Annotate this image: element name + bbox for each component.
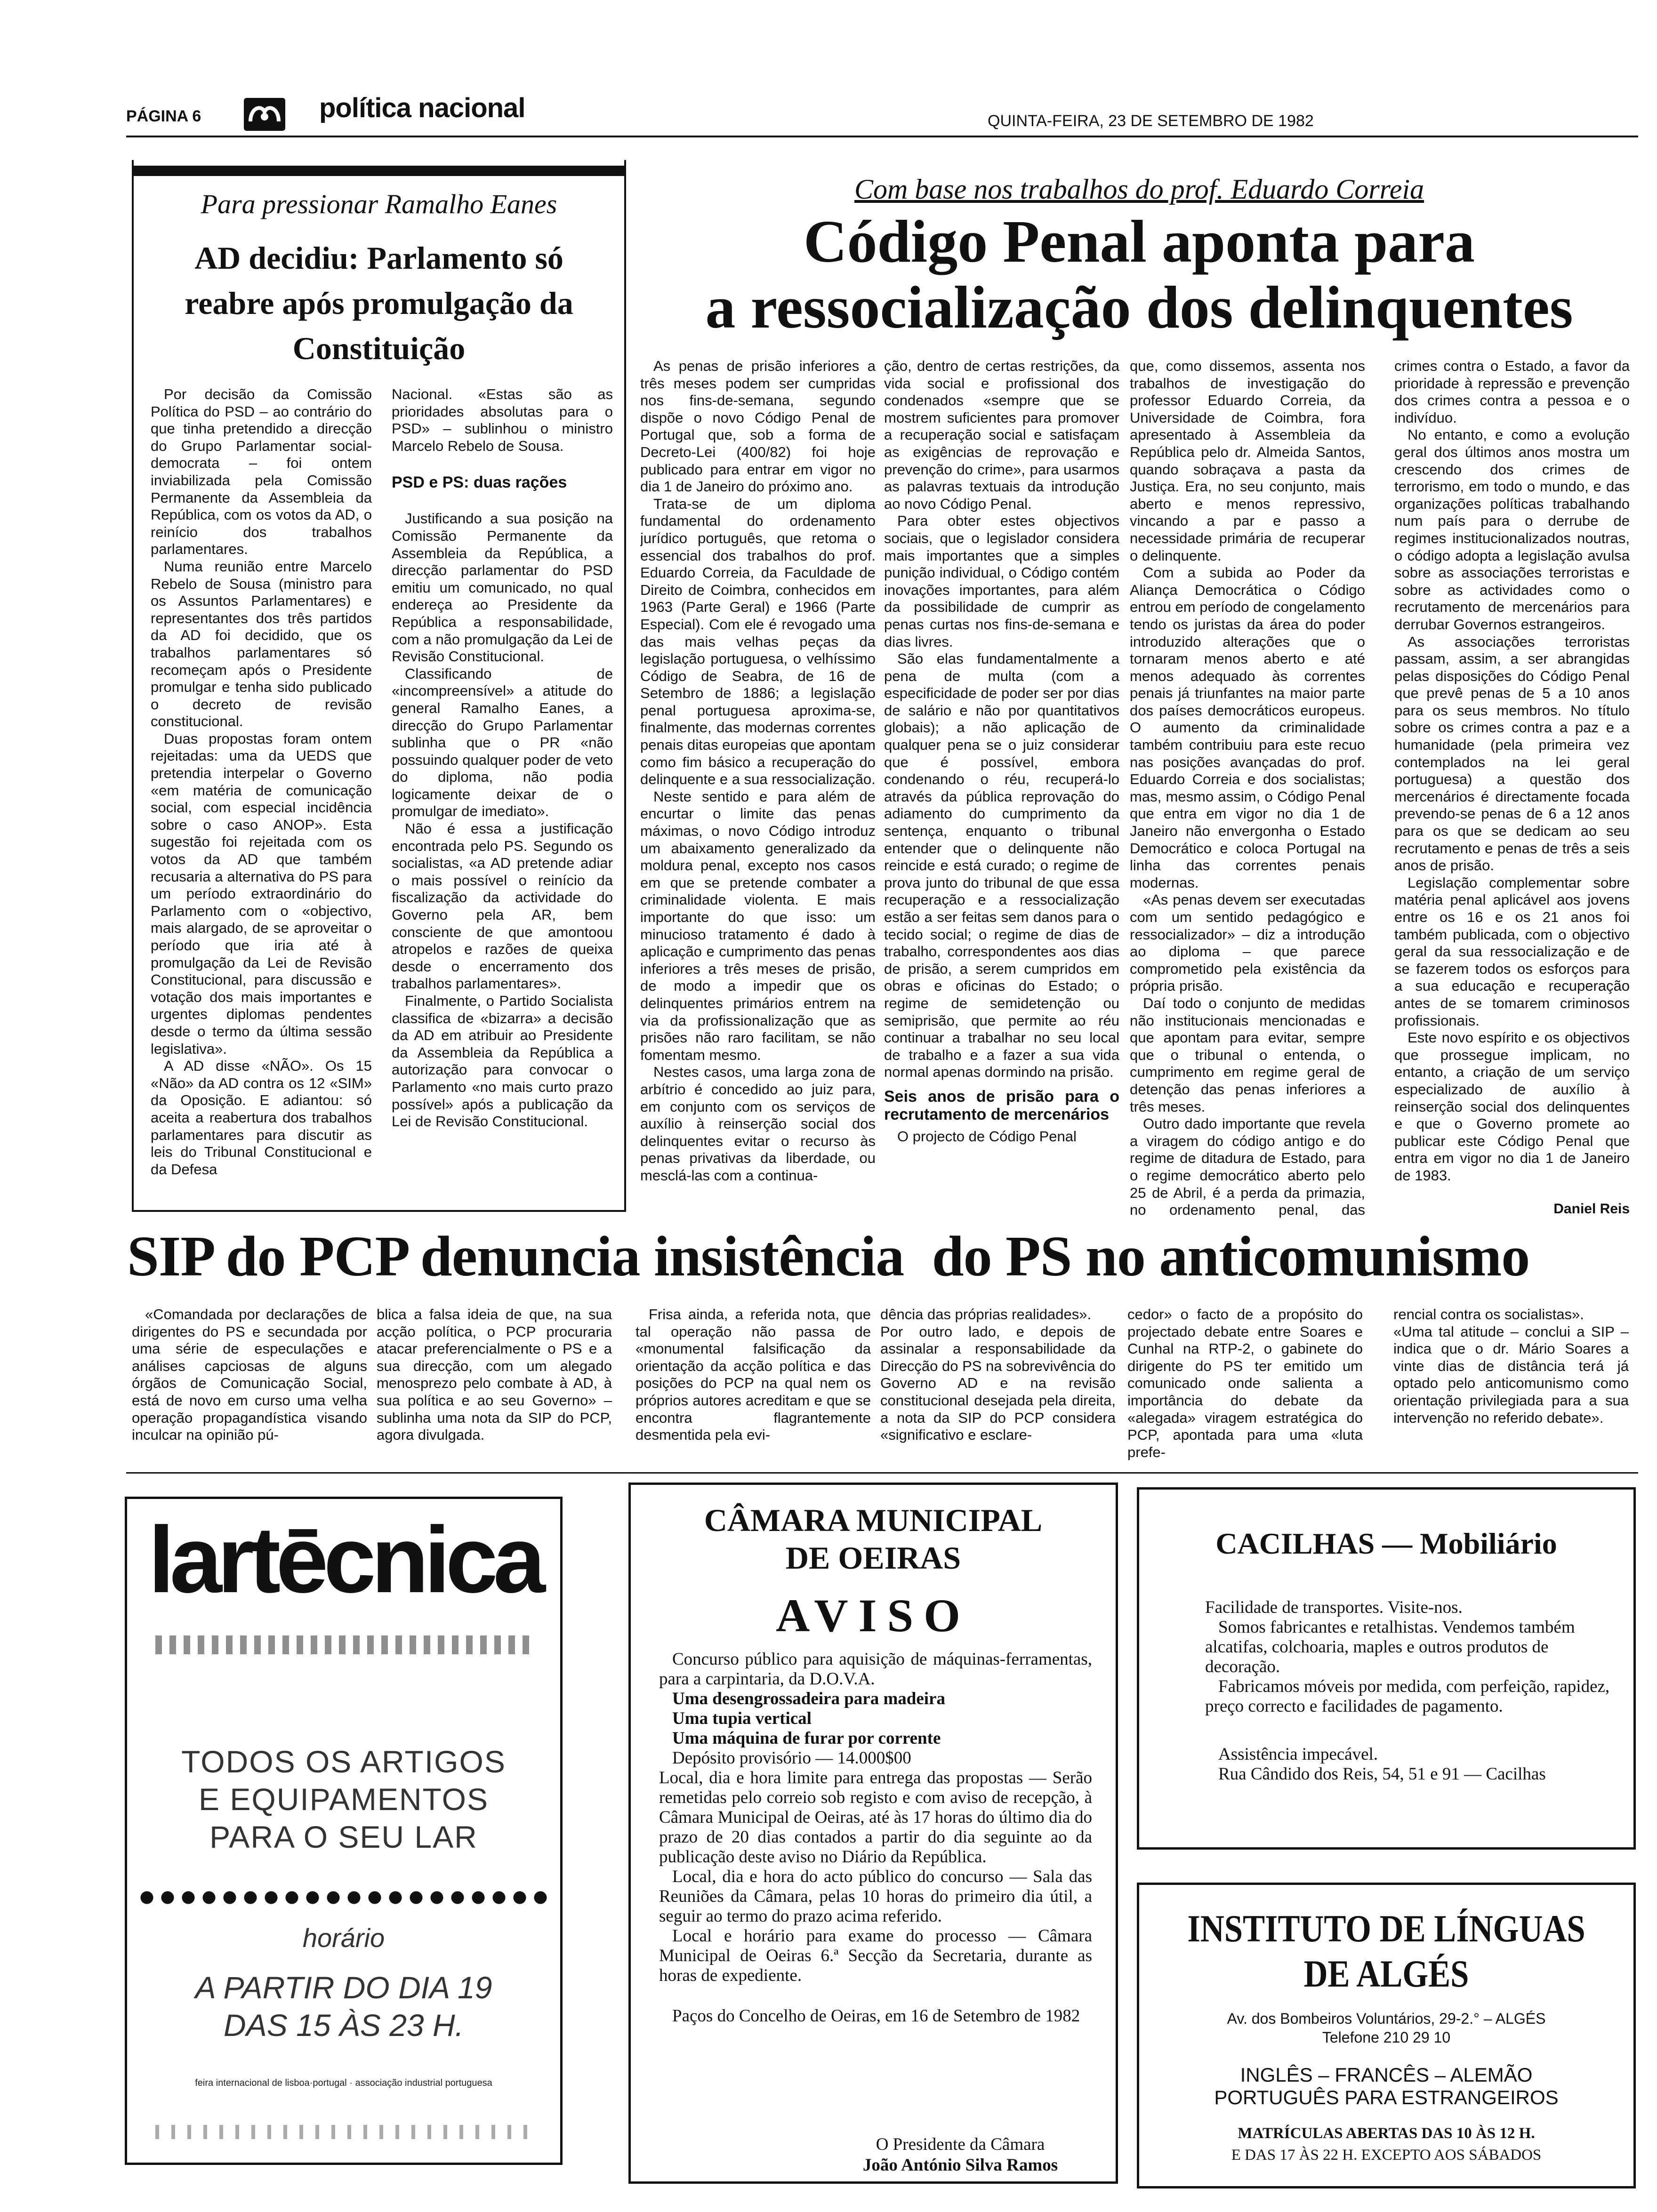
sip-article-title <box>127 1224 1643 1290</box>
main-article-paragraph: No entanto, e como a evolução geral dos últimos anos mostra um crescendo dos crimes de terrorismo, em todo o mundo, e das organizações políticas trabalhando num país para o derrube de regimes institucionalizados noutras, o código adopta a legislação avulsa sobre as associações terroristas e sobre as actividades como o recrutamento de mercenários para derrubar Governos estrangeiros. <box>1394 426 1630 633</box>
main-article-paragraph: Outro dado importante que revela a viragem do código antigo e do regime de ditadura de Estado, para o regime democrático aberto pelo 25 de Abril, é a perda da primazia, no ordenamento penal, das <box>1130 1115 1365 1218</box>
oeiras-signer-name: João António Silva Ramos <box>862 2156 1058 2175</box>
main-article-paragraph: Nestes casos, uma larga zona de arbítrio é concedido ao juiz para, em conjunto com os serviços de auxílio à reinserção social dos delinquentes evitar o recurso às penas privativas da liberdade, ou mesclá-las com a continua- <box>640 1064 876 1184</box>
left-article-col1 <box>151 386 372 1205</box>
main-article-kicker: Com base nos trabalhos do prof. Eduardo Correia <box>854 174 1424 205</box>
oeiras-body <box>659 1650 1092 2026</box>
main-article-paragraph: São elas fundamentalmente a pena de multa (com a especificidade de poder ser por dias de salário e não por quantitativos globais); a não aplicação de qualquer pena se o juiz considerar que é possível, embora condenando o réu, recuperá-lo através da pública reprovação do adiamento do cumprimento da sentença, enquanto o tribunal entender que o delinquente não reincide e está curado; o regime de prova junto do tribunal de que essa recuperação e a ressocialização estão a ser feitas sem danos para o tecido social; o regime de dias de trabalho, correspondentes aos dias de prisão, a serem cumpridos em obras e oficinas do Estado; o regime de semidetenção ou semiprisão, que permite ao réu continuar a trabalhar no seu local de trabalho e a fazer a sua vida normal apenas dormindo na prisão. <box>884 650 1119 1081</box>
main-article-paragraph: As associações terroristas passam, assim, a ser abrangidas pelas disposições do Código Penal que prevê penas de 5 a 10 anos para os seus membros. No título sobre os crimes contra a paz e a humanidade (pela primeira vez contemplados na lei geral portuguesa) a questão dos mercenários é directamente focada prevendo-se penas de 6 a 12 anos para os que se dedicam ao seu recrutamento e penas de três a seis anos de prisão. <box>1394 633 1630 874</box>
sip-col: blica a falsa ideia de que, na sua acção política, o PCP procuraria atacar preferencialmente o PS e a sua direcção, com um alegado menosprezo pelo combate à AD, à sua política e ao seu Governo» – sublinha uma nota da SIP do PCP, agora divulgada. <box>377 1306 612 1443</box>
lartecnica-bottom-band <box>155 2125 532 2139</box>
instituto-title-line1: INSTITUTO DE LÍNGUAS <box>1187 1907 1585 1950</box>
left-article-top-rule <box>132 166 626 176</box>
oeiras-intro: Concurso público para aquisição de máquinas-ferramentas, para a carpintaria, da D.O.V.A. <box>659 1650 1092 1689</box>
left-article-paragraph: Numa reunião entre Marcelo Rebelo de Sousa (ministro para os Assuntos Parlamentares) e representantes dos três partidos da AD foi decidido, que os trabalhos parlamentares só recomeçam após o Presidente promulgar e tenha sido publicado o decreto de revisão constitucional. <box>151 558 372 730</box>
lartecnica-footer: feira internacional de lisboa·portugal · associação industrial portuguesa <box>195 2078 492 2088</box>
main-article-paragraph: ção, dentro de certas restrições, da vida social e profissional dos condenados «sempre que se mostrem suficientes para promover a recuperação social e satisfaçam as exigências de reprovação e prevenção do crime», para usarmos as palavras textuais da introdução ao novo Código Penal. <box>884 358 1119 512</box>
oeiras-signer-role: O Presidente da Câmara <box>876 2135 1045 2154</box>
sip-col: Frisa ainda, a referida nota, que tal operação não passa de «monumental falsificação da orientação da acção política e das posições do PCP na qual nem os próprios autores acreditam e que se encontra flagrantemente desmentida pela evi- <box>635 1306 871 1443</box>
lartecnica-horario-label: horário <box>302 1923 385 1953</box>
sip-col: dência das próprias realidades». Por outro lado, e depois de assinalar a responsabilidade da Direcção do PS na sobrevivência do Governo AD e na revisão constitucional desejada pela direita, a nota da SIP do PCP considera «significativo e esclare- <box>880 1306 1116 1443</box>
instituto-enroll1: MATRÍCULAS ABERTAS DAS 10 ÀS 12 H. <box>1238 2125 1535 2142</box>
main-article-paragraph: Para obter estes objectivos sociais, que o legislador considera mais importantes que a simples punição individual, o Código contém inovações importantes, para além da possibilidade de cumprir as penas curtas nos fins-de-semana e dias livres. <box>884 513 1119 650</box>
lartecnica-dotted-band <box>155 1635 532 1654</box>
sip-col: «Comandada por declarações de dirigentes do PS e secundada por uma série de especulações e análises capciosas de alguns órgãos de Comunicação Social, está de novo em curso uma velha operação propagandística visando inculcar na opinião pú- <box>132 1306 367 1443</box>
left-article-subhead: PSD e PS: duas rações <box>392 473 567 492</box>
sip-col: rencial contra os socialistas». «Uma tal atitude – conclui a SIP – indica que o dr. Mário Soares a vinte dias de distância terá já optado pelo anticomunismo como orientação privilegiada para a sua intervenção no referido debate». <box>1393 1306 1629 1426</box>
left-article-paragraph: Nacional. «Estas são as prioridades absolutas para o PSD» – sublinhou o ministro Marcelo Rebelo de Sousa. <box>392 386 613 454</box>
section-logo-icon <box>244 98 285 131</box>
left-article-paragraph: Classificando de «incompreensível» a atitude do general Ramalho Eanes, a direcção do Grupo Parlamentar sublinha que o PR «não possuindo qualquer poder de veto do diploma, não podia logicamente deixar de o promulgar de imediato». <box>392 665 613 820</box>
ad-lartecnica <box>125 1497 563 2165</box>
main-article-col3 <box>1130 358 1365 1219</box>
instituto-langs2: PORTUGUÊS PARA ESTRANGEIROS <box>1214 2086 1559 2108</box>
oeiras-paragraph: Local, dia e hora limite para entrega das propostas — Serão remetidas pelo correio sob registo e com aviso de recepção, à Câmara Municipal de Oeiras, até às 17 horas do último dia do prazo de 20 dias contados a partir do dia seguinte ao da publicação deste aviso no Diário da República. <box>659 1768 1092 1867</box>
oeiras-item: Uma desengrossadeira para madeira <box>672 1689 945 1708</box>
cacilhas-paragraph: Facilidade de transportes. Visite-nos. <box>1205 1598 1463 1617</box>
sip-title-part2: do PS no anticomunismo <box>932 1225 1530 1288</box>
left-article-paragraph: Finalmente, o Partido Socialista classifica de «bizarra» a decisão da AD em atribuir ao Presidente da Assembleia da República a autorização para convocar o Parlamento «no mais curto prazo possível» após a publicação da Lei de Revisão Constitucional. <box>392 993 613 1130</box>
main-article-author: Daniel Reis <box>1553 1201 1630 1217</box>
main-article-paragraph: O projecto de Código Penal <box>897 1128 1077 1145</box>
oeiras-title-line2: DE OEIRAS <box>785 1540 961 1576</box>
main-article-col1 <box>640 358 876 1219</box>
cacilhas-paragraph: Somos fabricantes e retalhistas. Vendemos também alcatifas, colchoaria, maples e outros produtos de decoração. <box>1205 1618 1575 1676</box>
ad-instituto-linguas <box>1137 1883 1636 2188</box>
left-article-paragraph: Duas propostas foram ontem rejeitadas: uma da UEDS que pretendia interpelar o Governo «em matéria de comunicação social, com especial incidência sobre o caso ANOP». Esta sugestão foi rejeitada com os votos da AD que também recusaria a alternativa do PS para um período extraordinário do Parlamento com o «objectivo, mais alargado, de se aproveitar o período que iria até à promulgação da Lei de Revisão Constitucional, para discussão e votação dos mais importantes e urgentes diplomas pendentes desde o termo da última sessão legislativa». <box>151 730 372 1057</box>
instituto-phone: Telefone 210 29 10 <box>1322 2029 1451 2046</box>
lartecnica-horario-line1: A PARTIR DO DIA 19 <box>195 1970 492 2005</box>
left-article-title: AD decidiu: Parlamento só reabre após promulgação da Constituição <box>185 240 573 366</box>
left-article-paragraph: Por decisão da Comissão Política do PSD – ao contrário do que tinha pretendido a direcção do Grupo Parlamentar social-democrata – foi ontem inviabilizada pela Comissão Permanente da Assembleia da República, com os votos da AD, o reinício dos trabalhos parlamentares. <box>151 386 372 558</box>
oeiras-deposit: Depósito provisório — 14.000$00 <box>672 1748 911 1768</box>
oeiras-title-line1: CÂMARA MUNICIPAL <box>704 1502 1043 1538</box>
cacilhas-body <box>1205 1598 1610 1784</box>
oeiras-paragraph: Local, dia e hora do acto público do concurso — Sala das Reuniões da Câmara, pelas 10 horas do primeiro dia útil, a seguir ao termo do prazo acima referido. <box>659 1867 1092 1926</box>
page-date: QUINTA-FEIRA, 23 DE SETEMBRO DE 1982 <box>988 112 1314 130</box>
main-article-col4 <box>1394 358 1630 1195</box>
oeiras-aviso: AVISO <box>776 1589 971 1642</box>
cacilhas-title: CACILHAS — Mobiliário <box>1215 1527 1557 1560</box>
left-article-paragraph: Justificando a sua posição na Comissão Permanente da Assembleia da República, a direcção parlamentar do PSD emitiu um comunicado, no qual endereça ao Presidente da República a responsabilidade, com a não promulgação da Lei de Revisão Constitucional. <box>392 510 613 665</box>
main-article-paragraph: Com a subida ao Poder da Aliança Democrática o Código entrou em período de congelamento tendo os juristas da área do poder introduzido alterações que o tornaram menos aberto e até menos adequado às correntes penais já triunfantes na maior parte dos países democráticos europeus. O aumento da criminalidade também contribuiu para este recuo nas posições avançadas do prof. Eduardo Correia e dos socialistas; mas, mesmo assim, o Código Penal que entra em vigor no dia 1 de Janeiro não envergonha o Estado Democrático e coloca Portugal na linha das correntes penais modernas. <box>1130 564 1365 891</box>
cacilhas-paragraph: Fabricamos móveis por medida, com perfeição, rapidez, preço correcto e facilidades de pagamento. <box>1205 1677 1610 1716</box>
main-article-paragraph: As penas de prisão inferiores a três meses podem ser cumpridas nos fins-de-semana, segundo dispõe o novo Código Penal de Portugal que, sob a forma de Decreto-Lei (400/82) foi hoje publicado para entrar em vigor no dia 1 de Janeiro do próximo ano. <box>640 358 876 495</box>
section-title: política nacional <box>319 93 525 123</box>
lartecnica-line3: PARA O SEU LAR <box>209 1819 478 1854</box>
main-article-paragraph: «As penas devem ser executadas com um sentido pedagógico e ressocializador» – diz a introdução ao diploma – que parece comprometido pela existência da própria prisão. <box>1130 891 1365 994</box>
main-article-title-line2: a ressocialização dos delinquentes <box>705 274 1573 341</box>
lartecnica-dots-row <box>137 1890 551 1906</box>
cacilhas-paragraph: Assistência impecável. <box>1218 1745 1378 1764</box>
lartecnica-horario-line2: DAS 15 ÀS 23 H. <box>224 2008 464 2043</box>
instituto-enroll2: E DAS 17 ÀS 22 H. EXCEPTO AOS SÁBADOS <box>1231 2147 1542 2164</box>
left-article-kicker: Para pressionar Ramalho Eanes <box>201 189 557 219</box>
oeiras-item: Uma máquina de furar por corrente <box>672 1729 941 1748</box>
ad-cacilhas <box>1137 1487 1636 1850</box>
main-article-title-line1: Código Penal aponta para <box>804 208 1475 275</box>
left-article-paragraph: A AD disse «NÃO». Os 15 «Não» da AD contra os 12 «SIM» da Oposição. E adiantou: só aceita a reabertura dos trabalhos parlamentares para discutir as leis do Tribunal Constitucional e da Defesa <box>151 1058 372 1178</box>
lartecnica-line2: E EQUIPAMENTOS <box>198 1782 489 1817</box>
main-article-subhead: Seis anos de prisão para o recrutamento de mercenários <box>884 1087 1119 1123</box>
main-article-paragraph: crimes contra o Estado, a favor da prioridade à repressão e prevenção dos crimes contra a pessoa e o indivíduo. <box>1394 358 1630 426</box>
sip-bottom-rule <box>126 1472 1638 1474</box>
page-number: PÁGINA 6 <box>126 107 201 125</box>
header-rule <box>126 136 1638 137</box>
sip-col: cedor» o facto de a propósito do projectado debate entre Soares e Cunhal na RTP-2, o gabinete do dirigente do PS ter emitido um comunicado onde salienta a importância do debate da «alegada» viragem estratégica do PCP, apontada para uma «luta prefe- <box>1127 1306 1363 1460</box>
cacilhas-address: Rua Cândido dos Reis, 54, 51 e 91 — Cacilhas <box>1218 1764 1546 1784</box>
instituto-address: Av. dos Bombeiros Voluntários, 29-2.° – ALGÉS <box>1227 2010 1546 2027</box>
lartecnica-line1: TODOS OS ARTIGOS <box>181 1744 506 1779</box>
main-article-paragraph: Daí todo o conjunto de medidas não institucionais mencionadas e que apontam para evitar, sempre que o tribunal o entenda, o cumprimento em regime geral de detenção das penas inferiores a três meses. <box>1130 994 1365 1115</box>
oeiras-paragraph: Local e horário para exame do processo — Câmara Municipal de Oeiras 6.ª Secção da Secretaria, durante as horas de expediente. <box>659 1926 1092 1985</box>
main-article-paragraph: Este novo espírito e os objectivos que prossegue implicam, no entanto, a criação de um serviço especializado de auxílio à reinserção social dos delinquentes e que o Governo promete ao publicar este Código Penal que entra em vigor no dia 1 de Janeiro de 1983. <box>1394 1029 1630 1184</box>
left-article-paragraph: Não é essa a justificação encontrada pelo PS. Segundo os socialistas, «a AD pretende adiar o mais possível o reinício da fiscalização da actividade do Governo pela AR, bem consciente de que amontoou atropelos e razões de queixa desde o encerramento dos trabalhos parlamentares». <box>392 820 613 992</box>
instituto-langs1: INGLÊS – FRANCÊS – ALEMÃO <box>1240 2064 1533 2086</box>
main-article-col2 <box>884 358 1119 1219</box>
ad-camara-oeiras <box>628 1483 1118 2184</box>
sip-title-part1: SIP do PCP denuncia insistência <box>127 1225 904 1288</box>
main-article-paragraph: Neste sentido e para além de encurtar o limite das penas máximas, o novo Código introduz um abaixamento generalizado da moldura penal, excepto nos casos em que se pretende combater a criminalidade violenta. E mais importante do que isso: um minucioso tratamento é dado à aplicação e cumprimento das penas inferiores a três meses de prisão, de modo a impedir que os delinquentes primários entrem na via da profissionalização que as prisões não raro facilitam, se não fomentam mesmo. <box>640 788 876 1063</box>
instituto-title-line2: DE ALGÉS <box>1303 1952 1469 1995</box>
oeiras-item: Uma tupia vertical <box>672 1709 812 1728</box>
main-article-paragraph: Trata-se de um diploma fundamental do ordenamento jurídico português, que retoma o essencial dos trabalhos do prof. Eduardo Correia, da Faculdade de Direito de Coimbra, conhecidos em 1963 (Parte Geral) e 1966 (Parte Especial). Com ele é revogado uma das mais velhas peças da legislação portuguesa, o velhíssimo Código de Seabra, de 16 de Setembro de 1886; a legislação penal portuguesa aproxima-se, finalmente, das modernas correntes penais ditas europeias que apontam como fim básico a recuperação do delinquente e a sua ressocialização. <box>640 495 876 788</box>
main-article-paragraph: que, como dissemos, assenta nos trabalhos de investigação do professor Eduardo Correia, da Universidade de Coimbra, fora apresentado à Assembleia da República pelo dr. Almeida Santos, quando sobraçava a pasta da Justiça. Era, no seu conjunto, mais aberto e menos repressivo, vincando a par e passo a necessidade primária de recuperar o delinquente. <box>1130 358 1365 564</box>
left-article-col2 <box>392 386 613 1205</box>
main-article-paragraph: Legislação complementar sobre matéria penal aplicável aos jovens entre os 16 e os 21 anos foi também publicada, com o objectivo geral da sua ressocialização e de se fazerem todos os esforços para a sua educação e recuperação antes de se tomarem criminosos profissionais. <box>1394 874 1630 1029</box>
lartecnica-logo: lartēcnica <box>148 1507 541 1612</box>
oeiras-place-date: Paços do Concelho de Oeiras, em 16 de Setembro de 1982 <box>672 2006 1080 2026</box>
